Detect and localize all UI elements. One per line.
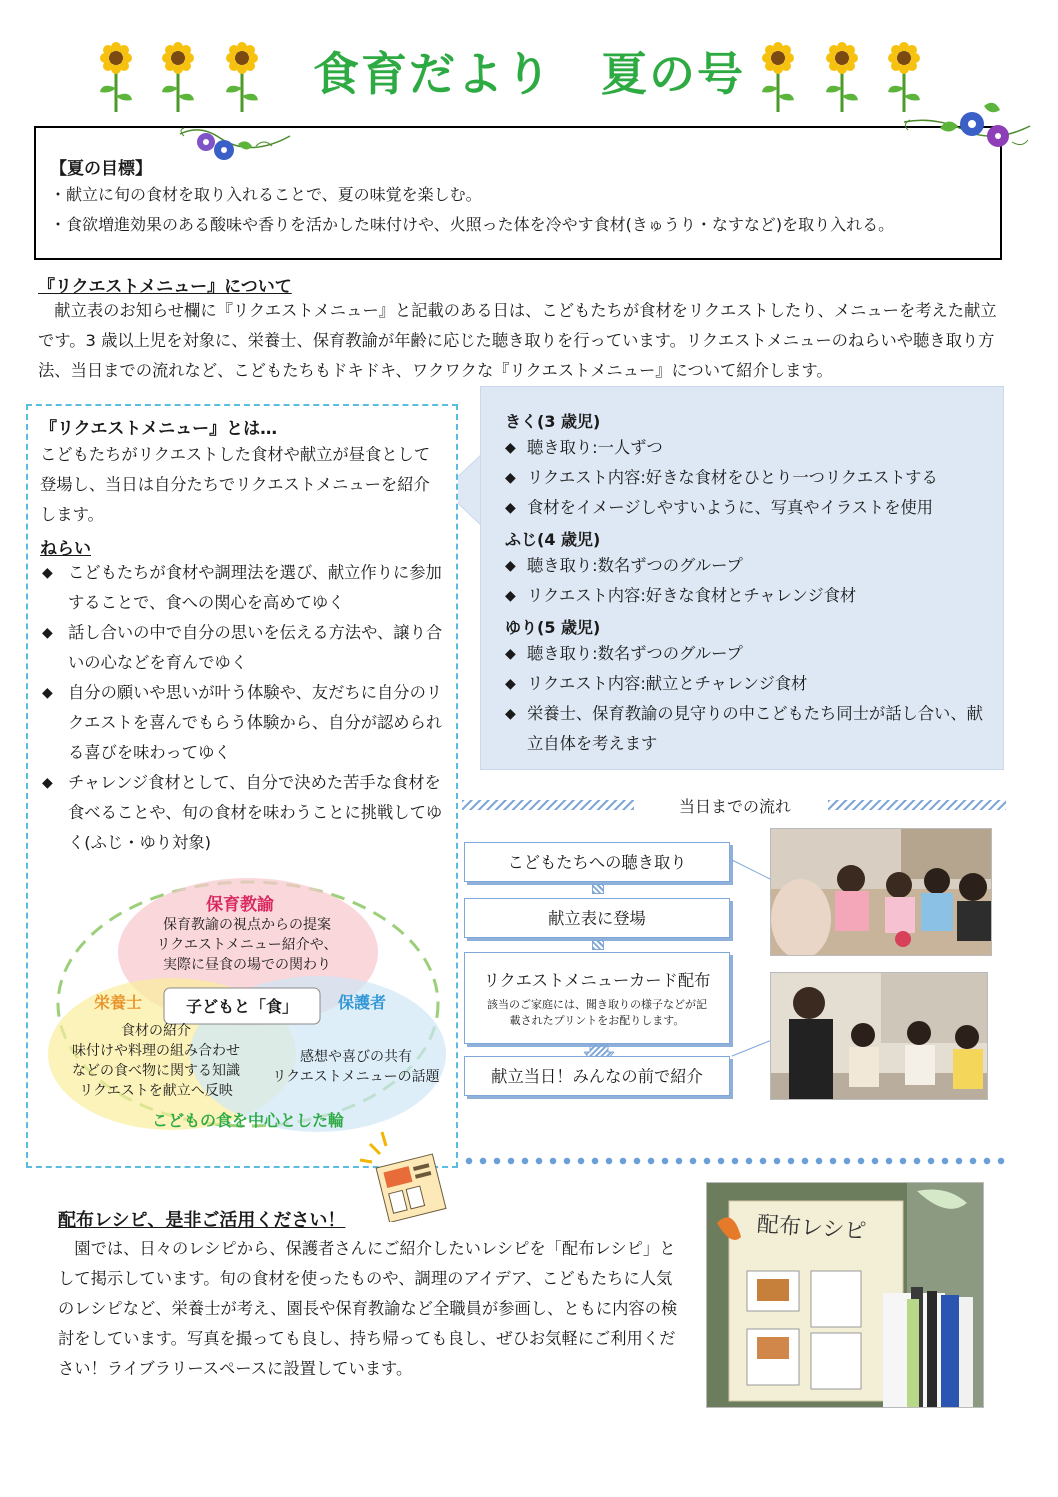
diamond-bullet-icon: ◆ bbox=[42, 775, 53, 791]
sunflower-icon bbox=[822, 40, 862, 114]
morning-glory-icon bbox=[176, 124, 294, 168]
recipe-heading: 配布レシピ、是非ご活用ください！ bbox=[58, 1210, 346, 1231]
nutritionist-note: などの食べ物に関する知識 bbox=[72, 1063, 240, 1079]
photo-illustration bbox=[771, 829, 992, 956]
sunflower-icon bbox=[758, 40, 798, 114]
explainer-text: こどもたちがリクエストした食材や献立が昼食として登場し、当日は自分たちでリクエストメニューを紹介します。 bbox=[40, 445, 431, 524]
age-group-heading: ふじ(4 歳児) bbox=[505, 530, 601, 549]
hatch-divider bbox=[828, 800, 1006, 810]
list-item: ◆ チャレンジ食材として、自分で決めた苦手な食材を食べることや、旬の食材を味わうことに挑戦してゆく(ふじ・ゆり対象) bbox=[40, 768, 448, 858]
goal-line: ・食欲増進効果のある酸味や香りを活かした味付けや、火照った体を冷やす食材(きゅうり・なすなど)を取り入れる。 bbox=[50, 215, 895, 234]
nutritionist-note: 味付けや料理の組み合わせ bbox=[72, 1043, 240, 1059]
diamond-bullet-icon: ◆ bbox=[505, 558, 516, 574]
morning-glory-icon bbox=[900, 98, 1036, 156]
goal-line: ・献立に旬の食材を取り入れることで、夏の味覚を楽しむ。 bbox=[50, 185, 482, 204]
list-item: ◆ 聴き取り:数名ずつのグループ bbox=[503, 639, 993, 669]
guardian-note: リクエストメニューの話題 bbox=[272, 1069, 440, 1085]
flow-step-note: 該当のご家庭には、聞き取りの様子などが記載されたプリントをお配りします。 bbox=[487, 998, 707, 1027]
flow-step-label: リクエストメニューカード配布 bbox=[483, 971, 711, 990]
photo-children-interview bbox=[770, 828, 992, 956]
goal-heading: 【夏の目標】 bbox=[50, 159, 152, 179]
dotted-divider bbox=[462, 1156, 1008, 1166]
nutritionist-note: 食材の紹介 bbox=[121, 1023, 191, 1039]
diamond-bullet-icon: ◆ bbox=[42, 685, 53, 701]
recipe-board-sign: 配布レシピ bbox=[756, 1212, 868, 1245]
list-item: ◆ 聴き取り:数名ずつのグループ bbox=[503, 551, 993, 581]
list-item: ◆ 自分の願いや思いが叶う体験や、友だちに自分のリクエストを喜んでもらう体験から、自分が認められる喜びを味わってゆく bbox=[40, 678, 448, 768]
diamond-bullet-icon: ◆ bbox=[505, 588, 516, 604]
explainer-heading: 『リクエストメニュー』とは… bbox=[40, 419, 278, 439]
diamond-bullet-icon: ◆ bbox=[505, 706, 516, 722]
teacher-label: 保育教諭 bbox=[206, 895, 274, 915]
diamond-bullet-icon: ◆ bbox=[505, 646, 516, 662]
diamond-bullet-icon: ◆ bbox=[505, 500, 516, 516]
flow-photo-links bbox=[730, 840, 774, 1080]
flow-step: 献立表に登場 bbox=[464, 898, 730, 938]
photo-children-presentation bbox=[770, 972, 988, 1100]
nutritionist-label: 栄養士 bbox=[94, 993, 143, 1012]
photo-illustration bbox=[771, 973, 988, 1100]
diamond-bullet-icon: ◆ bbox=[42, 565, 53, 581]
age-group-heading: きく(3 歳児) bbox=[505, 412, 601, 431]
age-group-callout bbox=[480, 386, 1004, 770]
teacher-note: 保育教諭の視点からの提案 bbox=[163, 917, 331, 933]
flow-step: こどもたちへの聴き取り bbox=[464, 842, 730, 882]
teacher-note: 実際に昼食の場での関わり bbox=[163, 957, 331, 973]
guardian-label: 保護者 bbox=[338, 993, 387, 1012]
diamond-bullet-icon: ◆ bbox=[505, 470, 516, 486]
list-item: ◆ リクエスト内容:好きな食材をひとり一つリクエストする bbox=[503, 463, 993, 493]
diamond-bullet-icon: ◆ bbox=[42, 625, 53, 641]
request-menu-heading: 『リクエストメニュー』について bbox=[38, 277, 292, 297]
list-item: ◆ 食材をイメージしやすいように、写真やイラストを使用 bbox=[503, 493, 993, 523]
list-item: ◆ リクエスト内容:好きな食材とチャレンジ食材 bbox=[503, 581, 993, 611]
flow-connector bbox=[592, 884, 604, 894]
page-title: 食育だより 夏の号 bbox=[313, 47, 745, 101]
request-menu-explainer bbox=[26, 404, 458, 1168]
recipe-card-icon bbox=[356, 1126, 448, 1222]
list-item: ◆ 栄養士、保育教諭の見守りの中こどもたち同士が話し合い、献立自体を考えます bbox=[503, 699, 993, 759]
venn-caption: こどもの食を中心とした輪 bbox=[151, 1111, 344, 1130]
list-item: ◆ こどもたちが食材や調理法を選び、献立作りに参加することで、食への関心を高めてゆく bbox=[40, 558, 448, 618]
list-item: ◆ 聴き取り:一人ずつ bbox=[503, 433, 993, 463]
recipe-text: 園では、日々のレシピから、保護者さんにご紹介したいレシピを「配布レシピ」として掲示しています。旬の食材を使ったものや、調理のアイデア、こどもたちに人気のレシピなど、栄養士が考え、園長や保育教諭など全職員が参画し、ともに内容の検討をしています。写真を撮っても良し、持ち帰っても良し、ぜひお気軽にご利用ください！ライブラリースペースに設置しています。 bbox=[58, 1239, 678, 1378]
flow-title: 当日までの流れ bbox=[678, 797, 791, 816]
nutritionist-note: リクエストを献立へ反映 bbox=[79, 1083, 233, 1099]
venn-center-label: 子どもと「食」 bbox=[185, 997, 298, 1016]
aims-heading: ねらい bbox=[40, 539, 91, 559]
teacher-note: リクエストメニュー紹介や、 bbox=[156, 937, 338, 953]
flow-step: 献立当日！みんなの前で紹介 bbox=[464, 1056, 730, 1096]
list-item: ◆ 話し合いの中で自分の思いを伝える方法や、譲り合いの心などを育んでゆく bbox=[40, 618, 448, 678]
diamond-bullet-icon: ◆ bbox=[505, 440, 516, 456]
list-item: ◆ リクエスト内容:献立とチャレンジ食材 bbox=[503, 669, 993, 699]
diamond-bullet-icon: ◆ bbox=[505, 676, 516, 692]
hatch-divider bbox=[462, 800, 634, 810]
request-menu-intro: 献立表のお知らせ欄に『リクエストメニュー』と記載のある日は、こどもたちが食材をリクエストしたり、メニューを考えた献立です。3 歳以上児を対象に、栄養士、保育教諭が年齢に応じた聴き取りを行っています。リクエストメニューのねらいや聴き取り方法、当日までの流れなど、こどもたちもドキドキ、ワクワクな『リクエストメニュー』について紹介します。 bbox=[38, 301, 997, 380]
flow-step bbox=[464, 952, 730, 1044]
photo-recipe-board bbox=[706, 1182, 984, 1408]
age-group-heading: ゆり(5 歳児) bbox=[505, 618, 601, 637]
venn-diagram bbox=[48, 874, 448, 1144]
guardian-note: 感想や喜びの共有 bbox=[300, 1049, 412, 1065]
flow-connector bbox=[592, 940, 604, 950]
